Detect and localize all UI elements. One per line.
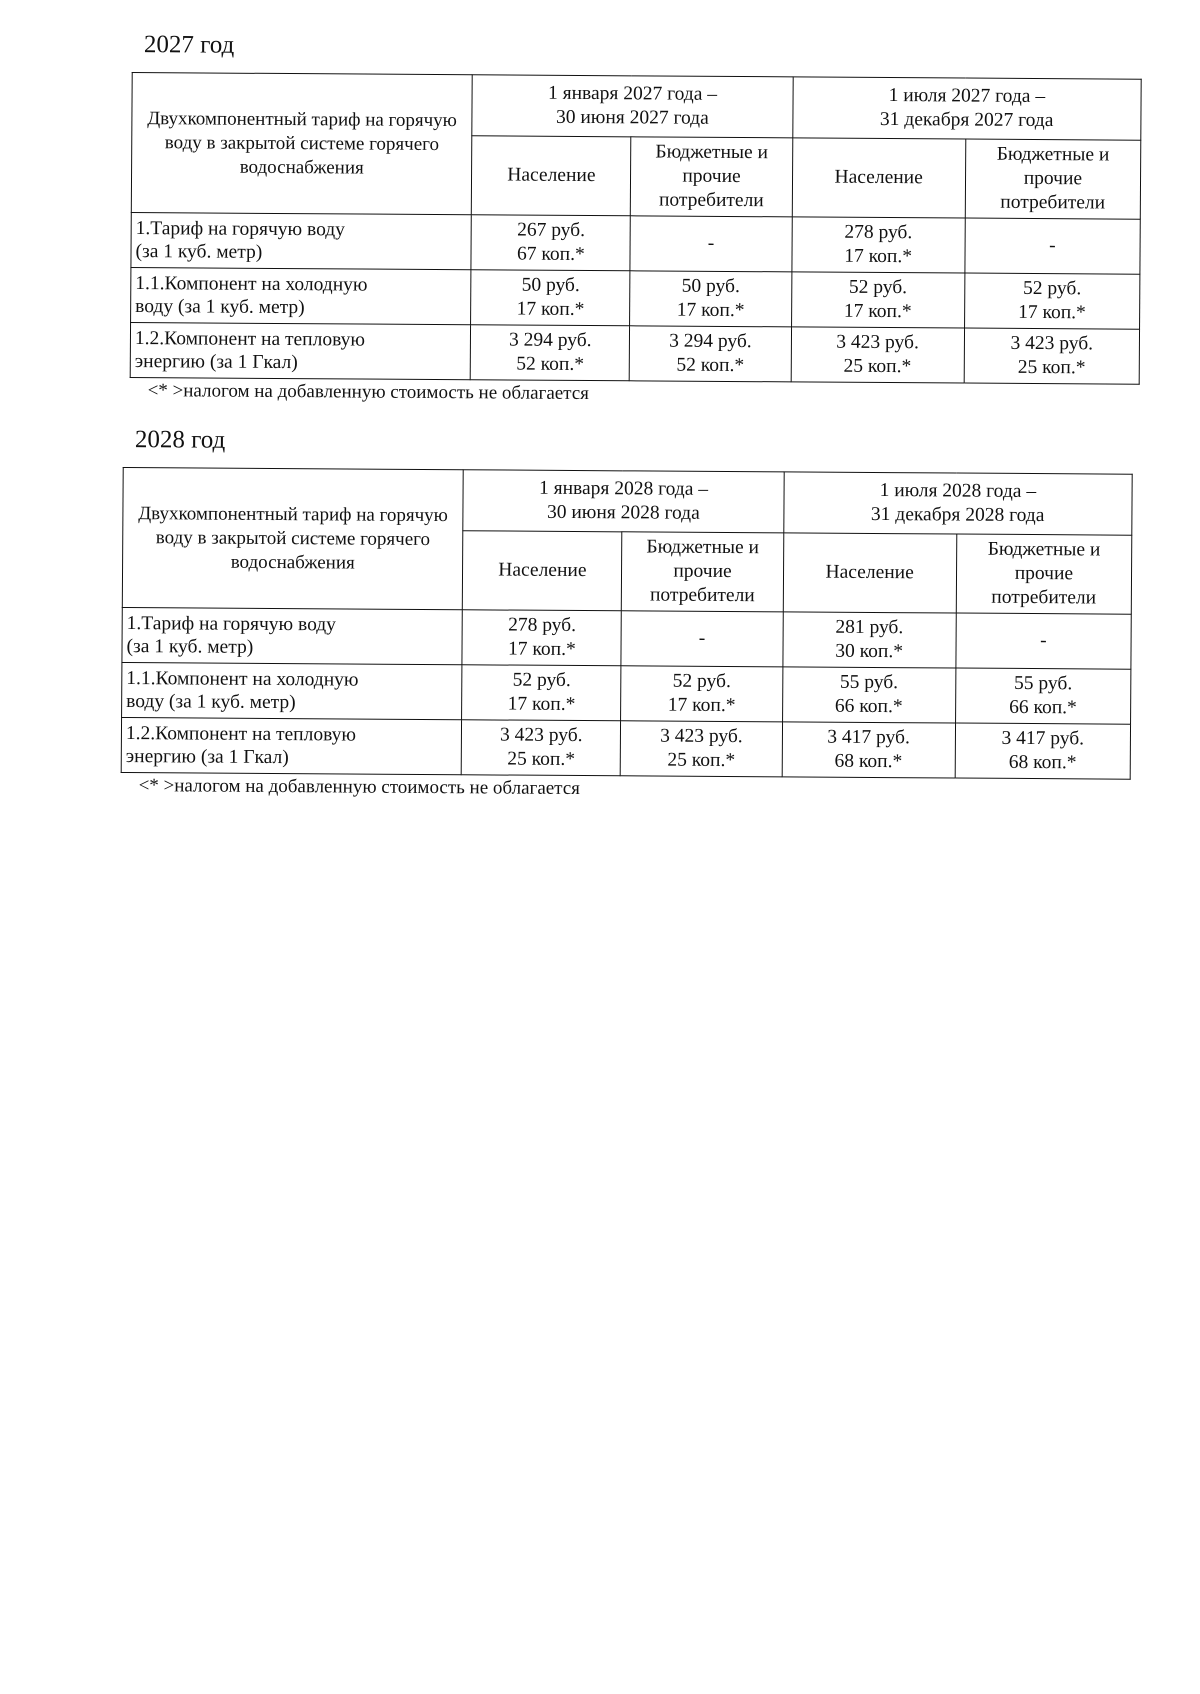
- cell-p1-population: 278 руб. 17 коп.*: [462, 610, 621, 666]
- row-label: 1.1.Компонент на холодную воду (за 1 куб. метр): [122, 662, 463, 719]
- column-header-budget: Бюджетные и прочие потребители: [956, 534, 1132, 614]
- cell-p2-budget: 3 423 руб. 25 коп.*: [964, 328, 1140, 384]
- year-title: 2027 год: [143, 31, 235, 59]
- cell-p1-population: 3 294 руб. 52 коп.*: [471, 325, 630, 381]
- column-header-population: Население: [783, 533, 957, 613]
- row-label: 1.1.Компонент на холодную воду (за 1 куб. метр): [131, 267, 472, 324]
- tariff-table: [121, 467, 1133, 780]
- period-header-second-half: 1 июля 2028 года – 31 декабря 2028 года: [783, 472, 1132, 535]
- cell-p1-budget: 3 294 руб. 52 коп.*: [630, 326, 791, 382]
- tariff-section-2028: [121, 425, 1143, 804]
- column-header-population: Население: [472, 136, 632, 216]
- tariff-description-header: Двухкомпонентный тариф на горячую воду в закрытой системе горячего водоснабжения: [131, 73, 472, 215]
- cell-p1-population: 3 423 руб. 25 коп.*: [462, 720, 621, 776]
- cell-p2-budget: 55 руб. 66 коп.*: [955, 668, 1131, 724]
- column-header-budget: Бюджетные и прочие потребители: [965, 139, 1141, 219]
- row-label: 1.Тариф на горячую воду (за 1 куб. метр): [122, 607, 463, 664]
- cell-p2-budget: 3 417 руб. 68 коп.*: [955, 723, 1131, 779]
- row-label: 1.Тариф на горячую воду (за 1 куб. метр): [131, 212, 472, 269]
- cell-p1-population: 267 руб. 67 коп.*: [471, 215, 630, 271]
- cell-p1-population: 50 руб. 17 коп.*: [471, 270, 630, 326]
- vat-footnote: <* >налогом на добавленную стоимость не облагается: [147, 380, 589, 405]
- cell-p1-budget: -: [621, 611, 782, 667]
- column-header-population: Население: [792, 138, 966, 218]
- column-header-population: Население: [463, 531, 623, 611]
- column-header-budget: Бюджетные и прочие потребители: [622, 532, 784, 612]
- cell-p2-population: 3 423 руб. 25 коп.*: [791, 327, 965, 383]
- table-row: [131, 212, 1140, 274]
- table-row: [122, 662, 1131, 724]
- cell-p1-budget: 3 423 руб. 25 коп.*: [621, 721, 782, 777]
- period-header-first-half: 1 января 2028 года – 30 июня 2028 года: [463, 470, 784, 533]
- cell-p2-population: 278 руб. 17 коп.*: [791, 217, 965, 273]
- period-header-first-half: 1 января 2027 года – 30 июня 2027 года: [472, 75, 793, 138]
- row-label: 1.2.Компонент на тепловую энергию (за 1 Гкал): [121, 717, 462, 774]
- cell-p1-budget: -: [630, 216, 791, 272]
- cell-p1-budget: 52 руб. 17 коп.*: [621, 666, 782, 722]
- cell-p2-population: 55 руб. 66 коп.*: [782, 667, 956, 723]
- cell-p1-population: 52 руб. 17 коп.*: [462, 665, 621, 721]
- tariff-table: [130, 72, 1142, 385]
- table-row: [121, 717, 1130, 779]
- vat-footnote: <* >налогом на добавленную стоимость не облагается: [138, 775, 580, 800]
- tariff-description-header: Двухкомпонентный тариф на горячую воду в закрытой системе горячего водоснабжения: [122, 468, 463, 610]
- table-row: [122, 607, 1131, 669]
- cell-p1-budget: 50 руб. 17 коп.*: [630, 271, 791, 327]
- tariff-section-2027: [130, 30, 1152, 409]
- row-label: 1.2.Компонент на тепловую энергию (за 1 Гкал): [130, 322, 471, 379]
- table-row: [130, 322, 1139, 384]
- column-header-budget: Бюджетные и прочие потребители: [631, 137, 793, 217]
- table-header-row: [132, 73, 1141, 141]
- period-header-second-half: 1 июля 2027 года – 31 декабря 2027 года: [792, 77, 1141, 140]
- cell-p2-population: 3 417 руб. 68 коп.*: [782, 722, 956, 778]
- cell-p2-budget: -: [965, 218, 1141, 274]
- table-row: [131, 267, 1140, 329]
- year-title: 2028 год: [134, 426, 226, 454]
- cell-p2-budget: 52 руб. 17 коп.*: [964, 273, 1140, 329]
- cell-p2-population: 52 руб. 17 коп.*: [791, 272, 965, 328]
- cell-p2-population: 281 руб. 30 коп.*: [782, 612, 956, 668]
- table-header-row: [123, 468, 1132, 536]
- cell-p2-budget: -: [956, 613, 1132, 669]
